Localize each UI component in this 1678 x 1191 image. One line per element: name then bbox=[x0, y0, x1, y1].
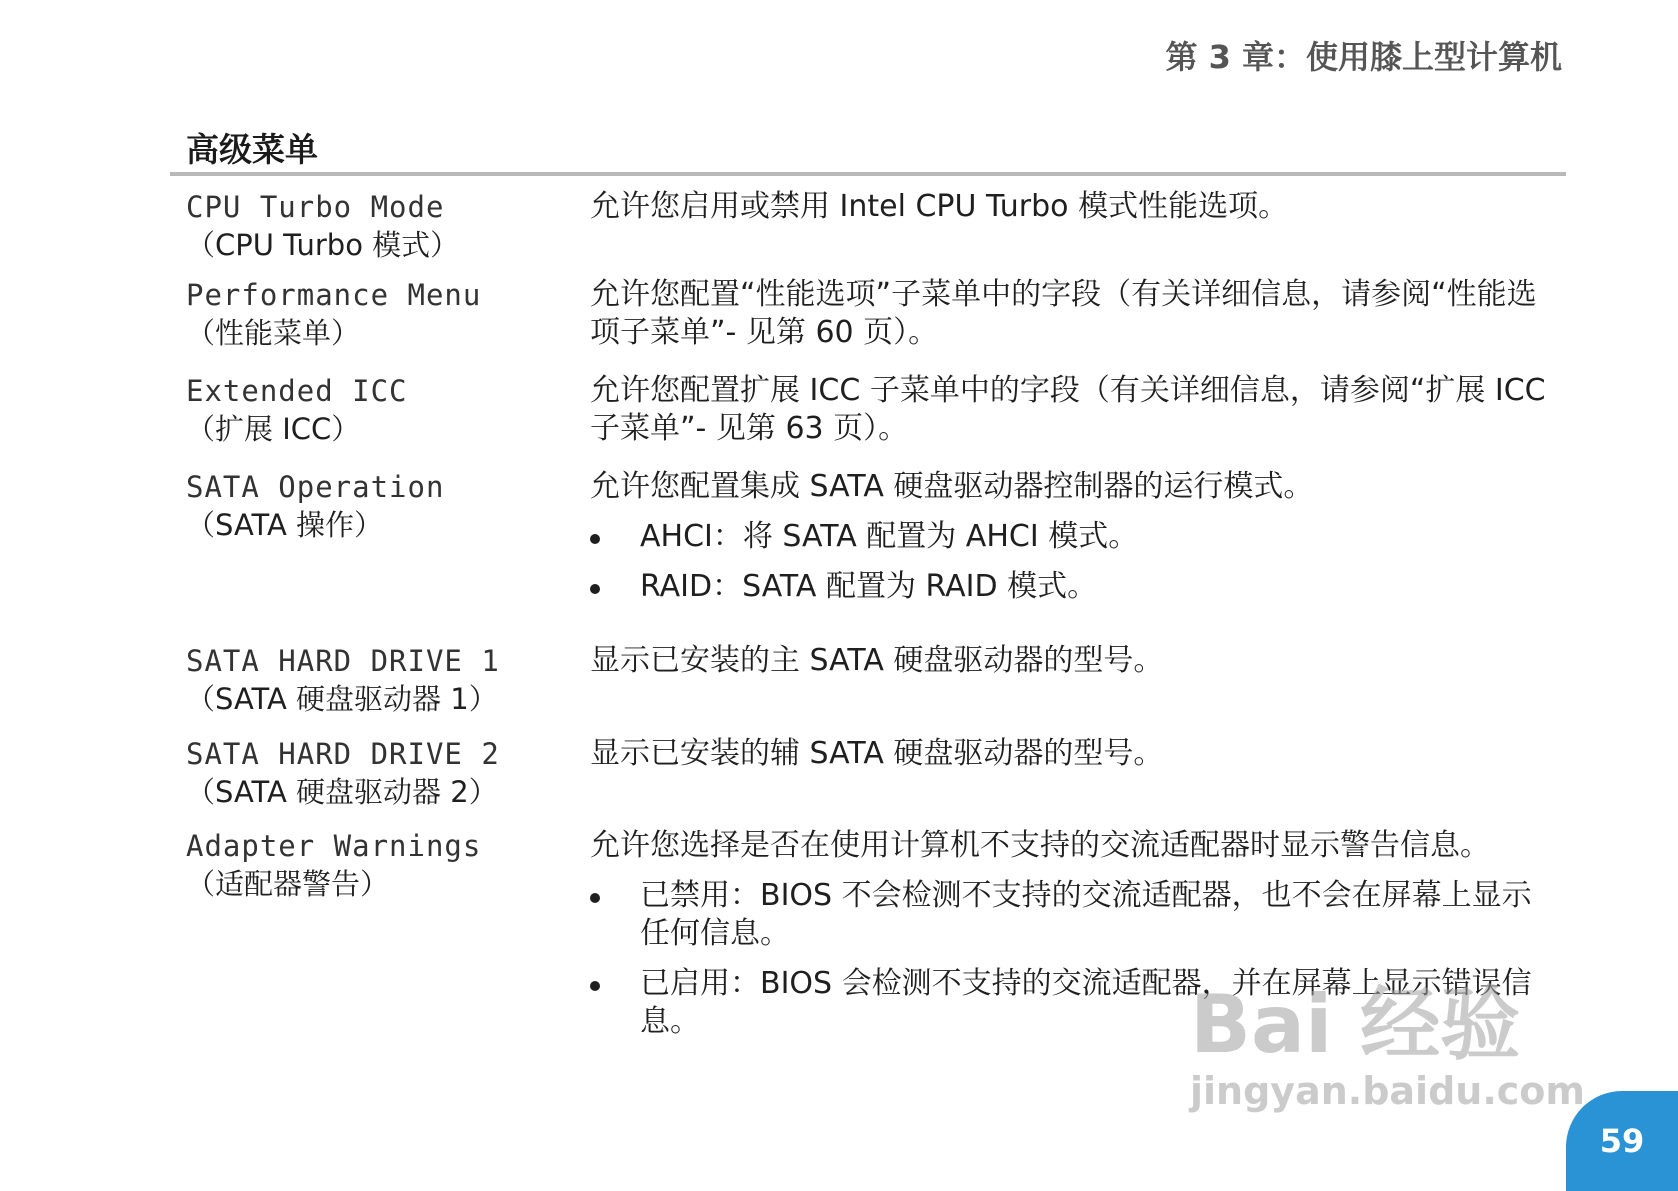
setting-term bbox=[186, 827, 566, 903]
setting-name-en: Performance Menu bbox=[186, 278, 482, 312]
description-text: 显示已安装的辅 SATA 硬盘驱动器的型号。 bbox=[590, 736, 1164, 771]
setting-name-zh: （SATA 操作） bbox=[186, 508, 384, 542]
setting-name-en: SATA Operation bbox=[186, 470, 445, 504]
list-item: RAID：SATA 配置为 RAID 模式。 bbox=[590, 568, 1550, 606]
description-text: 允许您选择是否在使用计算机不支持的交流适配器时显示警告信息。 bbox=[590, 828, 1490, 863]
description-text: 允许您配置“性能选项”子菜单中的字段（有关详细信息，请参阅“性能选项子菜单”- 见第 60 页）。 bbox=[590, 277, 1537, 350]
setting-name-en: Adapter Warnings bbox=[186, 829, 482, 863]
list-item: AHCI：将 SATA 配置为 AHCI 模式。 bbox=[590, 518, 1550, 556]
section-divider bbox=[170, 172, 1566, 176]
section-title: 高级菜单 bbox=[186, 130, 318, 169]
setting-name-zh: （性能菜单） bbox=[186, 316, 361, 350]
option-list bbox=[590, 877, 1550, 1041]
setting-description bbox=[590, 735, 1550, 773]
setting-name-zh: （SATA 硬盘驱动器 1） bbox=[186, 682, 498, 716]
setting-name-zh: （扩展 ICC） bbox=[186, 412, 361, 446]
setting-term bbox=[186, 468, 566, 544]
description-text: 允许您配置集成 SATA 硬盘驱动器控制器的运行模式。 bbox=[590, 469, 1314, 504]
setting-description bbox=[590, 642, 1550, 680]
setting-name-zh: （SATA 硬盘驱动器 2） bbox=[186, 775, 498, 809]
chapter-header: 第 3 章：使用膝上型计算机 bbox=[1165, 38, 1562, 76]
description-text: 允许您配置扩展 ICC 子菜单中的字段（有关详细信息，请参阅“扩展 ICC 子菜单”- 见第 63 页）。 bbox=[590, 373, 1546, 446]
setting-description bbox=[590, 188, 1550, 226]
setting-term bbox=[186, 372, 566, 448]
setting-term bbox=[186, 642, 566, 718]
watermark-url: jingyan.baidu.com bbox=[1190, 1069, 1585, 1113]
option-list bbox=[590, 518, 1550, 606]
setting-term bbox=[186, 735, 566, 811]
list-item: 已禁用：BIOS 不会检测不支持的交流适配器，也不会在屏幕上显示任何信息。 bbox=[590, 877, 1550, 953]
page-number: 59 bbox=[1566, 1091, 1678, 1191]
description-text: 显示已安装的主 SATA 硬盘驱动器的型号。 bbox=[590, 643, 1164, 678]
setting-name-en: Extended ICC bbox=[186, 374, 408, 408]
list-item: 已启用：BIOS 会检测不支持的交流适配器，并在屏幕上显示错误信息。 bbox=[590, 965, 1550, 1041]
setting-description bbox=[590, 827, 1550, 1053]
setting-description bbox=[590, 372, 1550, 448]
description-text: 允许您启用或禁用 Intel CPU Turbo 模式性能选项。 bbox=[590, 189, 1289, 224]
setting-name-zh: （CPU Turbo 模式） bbox=[186, 228, 460, 262]
setting-name-zh: （适配器警告） bbox=[186, 867, 390, 901]
setting-name-en: CPU Turbo Mode bbox=[186, 190, 445, 224]
setting-description bbox=[590, 468, 1550, 618]
watermark-logo: Bai 经验 bbox=[1190, 978, 1521, 1071]
setting-name-en: SATA HARD DRIVE 2 bbox=[186, 737, 500, 771]
setting-description bbox=[590, 276, 1550, 352]
setting-term bbox=[186, 276, 566, 352]
setting-term bbox=[186, 188, 566, 264]
setting-name-en: SATA HARD DRIVE 1 bbox=[186, 644, 500, 678]
